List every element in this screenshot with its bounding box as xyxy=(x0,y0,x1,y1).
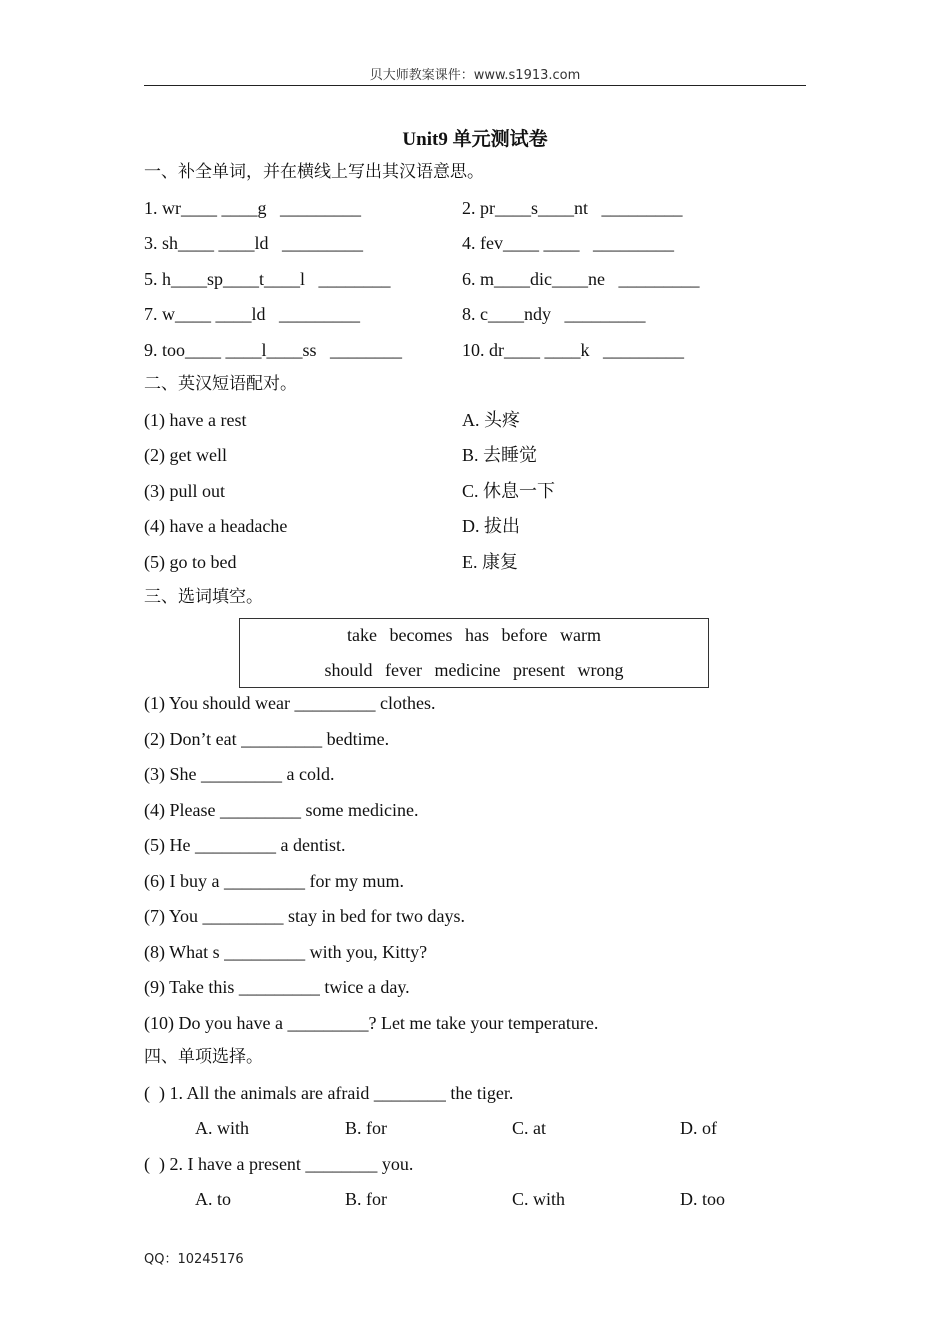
page-title: Unit9 单元测试卷 xyxy=(402,129,548,150)
phrase-left: (4) have a headache xyxy=(144,516,288,536)
option: C. with xyxy=(512,1189,566,1209)
fill-item: (3) She _________ a cold. xyxy=(144,764,335,784)
word-item: 3. sh____ ____ld _________ xyxy=(144,233,364,253)
phrase-left: (3) pull out xyxy=(144,481,225,501)
section1-heading: 一、补全单词，并在横线上写出其汉语意思。 xyxy=(144,162,484,182)
word-item: 6. m____dic____ne _________ xyxy=(462,269,700,289)
header-rule xyxy=(144,85,806,86)
phrase-right: D. 拔出 xyxy=(462,516,520,536)
word-item: 7. w____ ____ld _________ xyxy=(144,304,360,324)
fill-item: (9) Take this _________ twice a day. xyxy=(144,977,410,997)
fill-item: (5) He _________ a dentist. xyxy=(144,835,346,855)
option: B. for xyxy=(345,1189,387,1209)
phrase-left: (2) get well xyxy=(144,445,227,465)
question-stem: ( ) 2. I have a present ________ you. xyxy=(144,1154,414,1174)
word-bank-box xyxy=(239,618,709,688)
word-item: 8. c____ndy _________ xyxy=(462,304,646,324)
fill-item: (4) Please _________ some medicine. xyxy=(144,800,419,820)
word-item: 10. dr____ ____k _________ xyxy=(462,340,684,360)
word-bank-row: should fever medicine present wrong xyxy=(324,660,624,680)
fill-item: (7) You _________ stay in bed for two days. xyxy=(144,906,465,926)
word-bank-row: take becomes has before warm xyxy=(347,625,601,645)
word-item: 5. h____sp____t____l ________ xyxy=(144,269,391,289)
option: C. at xyxy=(512,1118,546,1138)
option: A. to xyxy=(195,1189,231,1209)
section4-heading: 四、单项选择。 xyxy=(144,1047,263,1067)
phrase-right: A. 头疼 xyxy=(462,410,520,430)
option: A. with xyxy=(195,1118,249,1138)
page-footer: QQ：10245176 xyxy=(144,1252,244,1267)
section2-heading: 二、英汉短语配对。 xyxy=(144,374,297,394)
section3-heading: 三、选词填空。 xyxy=(144,587,263,607)
fill-item: (1) You should wear _________ clothes. xyxy=(144,693,436,713)
word-item: 2. pr____s____nt _________ xyxy=(462,198,683,218)
word-item: 9. too____ ____l____ss ________ xyxy=(144,340,403,360)
phrase-right: C. 休息一下 xyxy=(462,481,556,501)
word-item: 4. fev____ ____ _________ xyxy=(462,233,674,253)
option: B. for xyxy=(345,1118,387,1138)
fill-item: (10) Do you have a _________? Let me take your temperature. xyxy=(144,1013,599,1033)
phrase-left: (5) go to bed xyxy=(144,552,237,572)
phrase-right: B. 去睡觉 xyxy=(462,445,538,465)
option: D. too xyxy=(680,1189,725,1209)
fill-item: (8) What s _________ with you, Kitty? xyxy=(144,942,428,962)
phrase-right: E. 康复 xyxy=(462,552,518,572)
fill-item: (2) Don’t eat _________ bedtime. xyxy=(144,729,390,749)
option: D. of xyxy=(680,1118,717,1138)
question-stem: ( ) 1. All the animals are afraid ________ the tiger. xyxy=(144,1083,514,1103)
word-item: 1. wr____ ____g _________ xyxy=(144,198,361,218)
phrase-left: (1) have a rest xyxy=(144,410,247,430)
page-header: 贝大师教案课件：www.s1913.com xyxy=(369,68,581,83)
fill-item: (6) I buy a _________ for my mum. xyxy=(144,871,404,891)
